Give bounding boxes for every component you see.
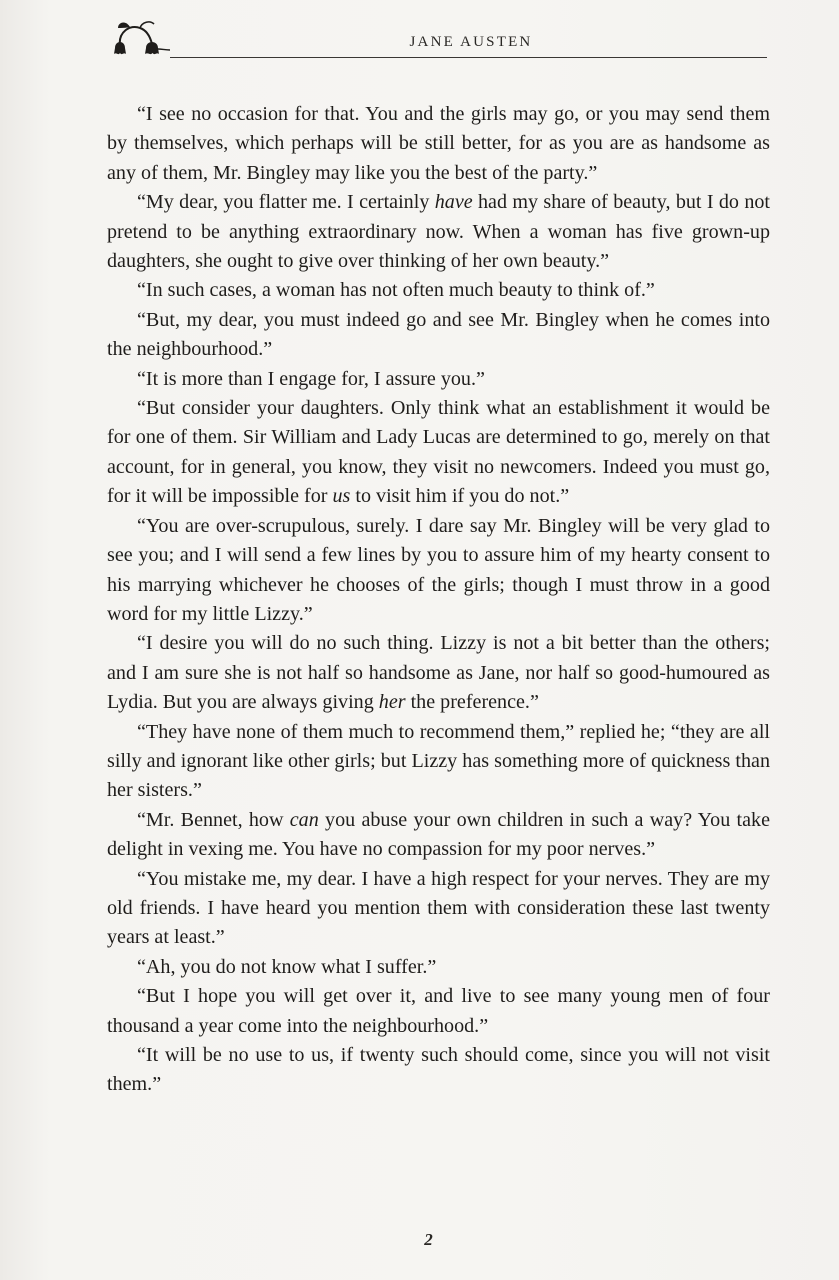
paragraph (107, 512, 770, 630)
running-head: JANE AUSTEN (409, 34, 533, 50)
text-run: “But I hope you will get over it, and live to see many young men of four thousand a year come into the neighbourhood.” (107, 985, 770, 1037)
text-run: “It will be no use to us, if twenty such should come, since you will not visit them.” (107, 1044, 770, 1096)
paragraph (107, 394, 770, 512)
paragraph (107, 306, 770, 365)
paragraph (107, 276, 770, 305)
text-run: you abuse your own children in such a way? You take delight in vexing me. You have no compassion for my poor nerves.” (107, 808, 770, 861)
italic-emphasis: her (378, 691, 406, 714)
text-run: had my share of beauty, but I do not pretend to be anything extraordinary now. When a woman has five grown-up daughters, she ought to give over thinking of her own beauty.” (107, 191, 771, 273)
text-run: “But, my dear, you must indeed go and see Mr. Bingley when he comes into the neighbourhood.” (107, 308, 770, 361)
paragraph (107, 188, 770, 276)
text-run: “You mistake me, my dear. I have a high respect for your nerves. They are my old friends. I have heard you mention them with consideration these last twenty years at least.” (107, 867, 770, 949)
paragraph (107, 629, 770, 717)
italic-emphasis: us (332, 485, 351, 508)
text-run: “Ah, you do not know what I suffer.” (137, 955, 437, 978)
text-run: the preference.” (405, 691, 539, 714)
paragraph (107, 806, 770, 865)
text-run: “But consider your daughters. Only think what an establishment it would be for one of them. Sir William and Lady Lucas are determined to go, merely on that account, for in general, you know, they visit no newcomers. Indeed you must go, for it will be impossible for (107, 397, 770, 508)
italic-emphasis: have (434, 191, 473, 214)
body-text (107, 100, 770, 1100)
text-run: to visit him if you do not.” (350, 485, 570, 508)
paragraph (107, 365, 770, 394)
text-run: “You are over-scrupulous, surely. I dare say Mr. Bingley will be very glad to see you; and I will send a few lines by you to assure him of my hearty consent to his marrying whichever he chooses of the girls; though I must throw in a good word for my little Lizzy.” (107, 514, 770, 625)
page-number: 2 (424, 1230, 433, 1249)
text-run: “I desire you will do no such thing. Lizzy is not a bit better than the others; and I am sure she is not half so handsome as Jane, nor half so good-humoured as Lydia. But you are always giving (107, 632, 770, 714)
paragraph (107, 100, 770, 188)
bellflower-ornament-icon (112, 18, 170, 60)
paragraph (107, 718, 770, 806)
paragraph (107, 953, 770, 982)
paragraph (107, 1041, 770, 1100)
paragraph (107, 982, 770, 1041)
text-run: “Mr. Bennet, how (137, 808, 290, 831)
text-run: “They have none of them much to recommend them,” replied he; “they are all silly and ignorant like other girls; but Lizzy has something more of quickness than her sisters.” (107, 720, 770, 802)
text-run: “It is more than I engage for, I assure you.” (137, 367, 485, 390)
italic-emphasis: can (289, 808, 319, 831)
paragraph (107, 865, 770, 953)
text-run: “My dear, you flatter me. I certainly (137, 191, 435, 214)
text-run: “I see no occasion for that. You and the girls may go, or you may send them by themselves, which perhaps will be still better, for as you are as handsome as any of them, Mr. Bingley may like you the best of the party.” (107, 103, 770, 184)
text-run: “In such cases, a woman has not often much beauty to think of.” (137, 279, 655, 302)
header-rule (170, 57, 767, 58)
